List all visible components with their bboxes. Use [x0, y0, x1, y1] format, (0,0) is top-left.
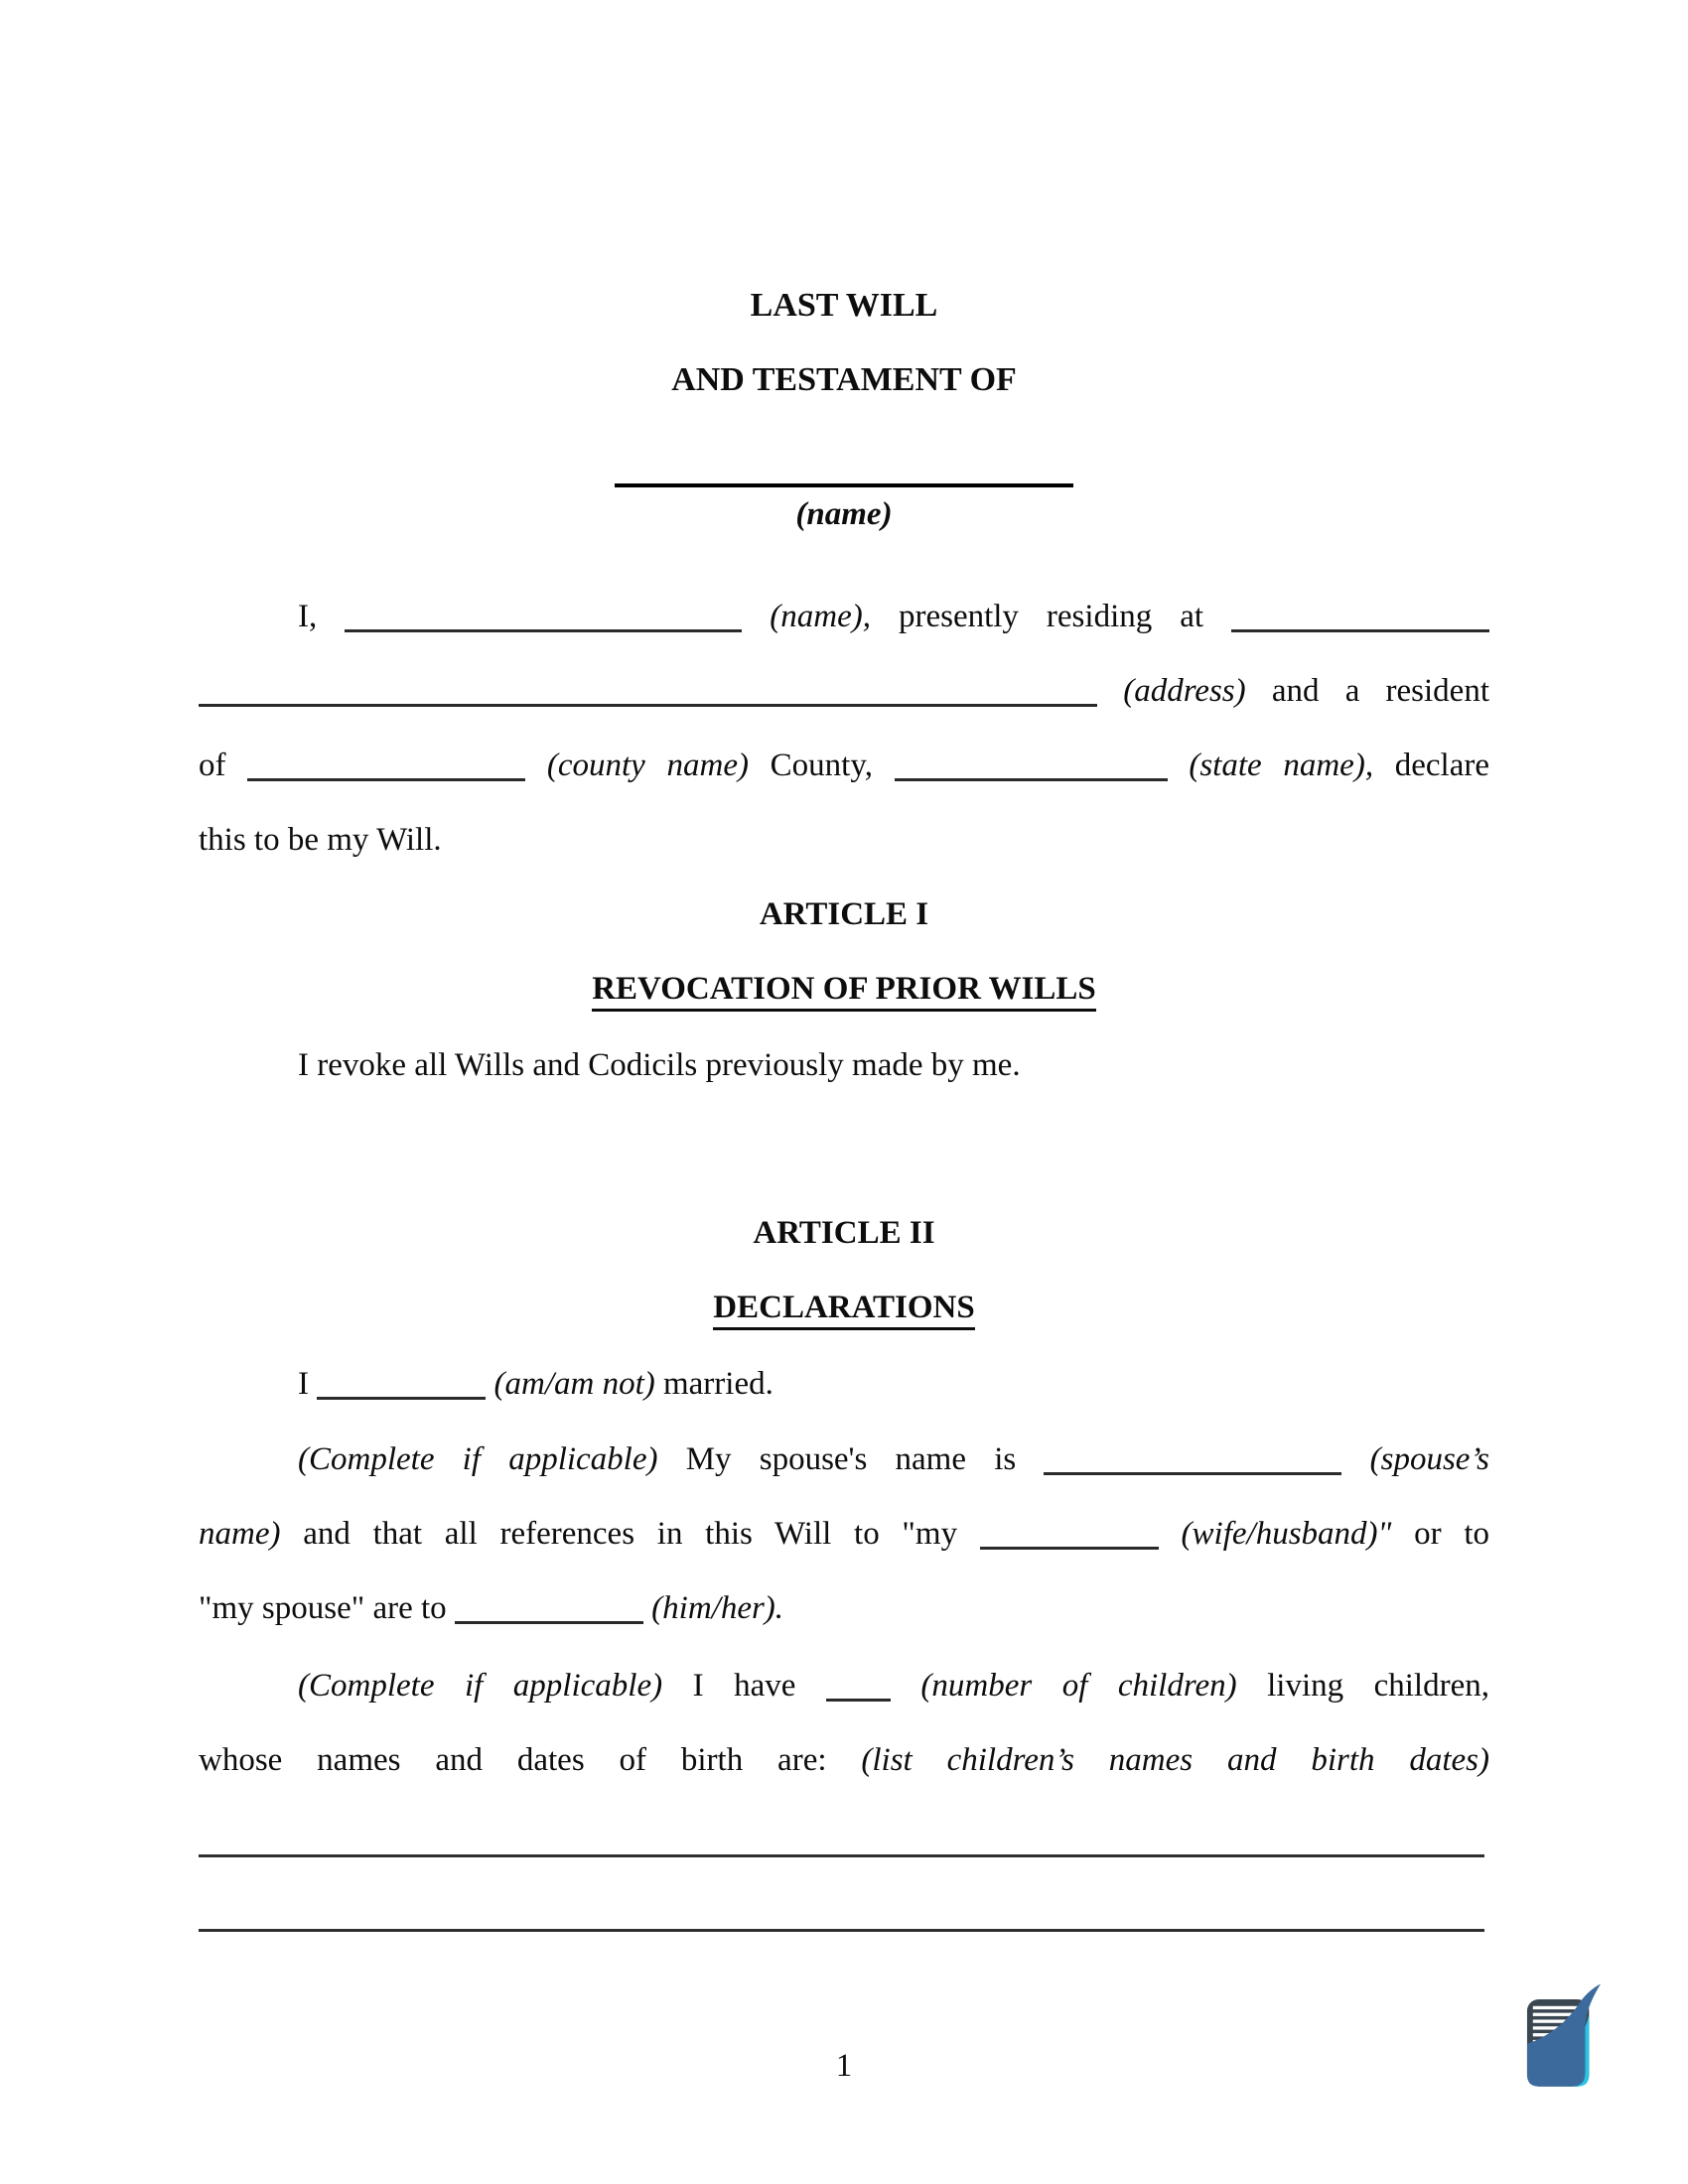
- wife-husband-label: (wife/husband)": [1181, 1516, 1392, 1552]
- page-number: 1: [835, 2048, 853, 2084]
- article-1-heading: ARTICLE I: [759, 896, 929, 932]
- spouse-complete-note: (Complete if applicable): [298, 1441, 658, 1477]
- spouse-paragraph: [199, 1423, 1489, 1646]
- children-line-2: [199, 1723, 1489, 1798]
- marital-status-blank[interactable]: [317, 1377, 486, 1400]
- him-her-label: (him/her).: [651, 1590, 784, 1626]
- title-name-caption: (name): [795, 496, 893, 532]
- spouse-line-3: [199, 1571, 1489, 1646]
- spouse-l2-post: or to: [1414, 1516, 1490, 1552]
- opening-l1-pre: I,: [298, 599, 318, 634]
- residing-address-blank-1[interactable]: [1231, 610, 1489, 632]
- revocation-paragraph: I revoke all Wills and Codicils previously made by me.: [298, 1047, 1021, 1083]
- spouse-l2-text: and that all references in this Will to "my: [303, 1516, 958, 1552]
- title-line-1: LAST WILL: [750, 287, 938, 324]
- county-name-blank[interactable]: [247, 758, 525, 781]
- article-2-subheading: DECLARATIONS: [713, 1290, 974, 1330]
- spouse-field-label-close: name): [199, 1516, 281, 1552]
- article-1-subheading: REVOCATION OF PRIOR WILLS: [592, 971, 1096, 1012]
- children-l1-post: living children,: [1267, 1668, 1489, 1704]
- title-line-2: AND TESTAMENT OF: [671, 361, 1017, 398]
- article-2-heading: ARTICLE II: [753, 1215, 935, 1251]
- spouse-name-blank[interactable]: [1044, 1452, 1341, 1475]
- marital-status-line: [199, 1347, 1489, 1422]
- opening-l1-mid: presently residing at: [898, 599, 1204, 634]
- article-2-headings: [199, 1196, 1489, 1345]
- opening-l3-pre: of: [199, 748, 226, 783]
- name-field-label: (name),: [770, 599, 871, 634]
- number-of-children-label: (number of children): [920, 1668, 1237, 1704]
- opening-line-2: [199, 654, 1489, 729]
- children-paragraph: [199, 1649, 1489, 1798]
- children-list-label: (list children’s names and birth dates): [861, 1742, 1490, 1778]
- him-her-blank[interactable]: [455, 1601, 643, 1624]
- opening-line-4: this to be my Will.: [199, 822, 442, 858]
- wife-husband-blank[interactable]: [980, 1527, 1159, 1550]
- state-field-label: (state name),: [1189, 748, 1374, 783]
- article-1-subheading-line: [199, 952, 1489, 1026]
- article-1-headings: [199, 878, 1489, 1026]
- spouse-line-2: [199, 1497, 1489, 1571]
- county-field-label: (county name): [546, 748, 749, 783]
- article-2-subheading-line: [199, 1271, 1489, 1345]
- spouse-line-1: [199, 1423, 1489, 1497]
- document-title: [199, 268, 1489, 417]
- spouse-field-label-open: (spouse’s: [1369, 1441, 1490, 1477]
- children-l2-text: whose names and dates of birth are:: [199, 1742, 827, 1778]
- marital-status-label: (am/am not): [493, 1366, 655, 1402]
- children-list-blank-line-2[interactable]: [199, 1929, 1484, 1932]
- spouse-l3-pre: "my spouse" are to: [199, 1590, 447, 1626]
- married-post: married.: [662, 1366, 774, 1402]
- spouse-l1-text: My spouse's name is: [685, 1441, 1017, 1477]
- residing-address-blank-2[interactable]: [199, 684, 1097, 707]
- children-complete-note: (Complete if applicable): [298, 1668, 663, 1704]
- testator-name-blank[interactable]: [345, 610, 742, 632]
- children-line-1: [199, 1649, 1489, 1723]
- opening-paragraph: [199, 580, 1489, 878]
- opening-line-1: [199, 580, 1489, 654]
- document-brand-logo: [1525, 1983, 1603, 2089]
- married-pre: I: [298, 1366, 309, 1402]
- opening-l3-post: declare: [1394, 748, 1489, 783]
- number-of-children-blank[interactable]: [826, 1679, 891, 1702]
- opening-l2-post: and a resident: [1271, 673, 1489, 709]
- children-list-blank-line-1[interactable]: [199, 1854, 1484, 1857]
- document-content: [0, 268, 1688, 2086]
- state-name-blank[interactable]: [895, 758, 1168, 781]
- opening-l3-county-word: County,: [770, 748, 873, 783]
- address-field-label: (address): [1123, 673, 1246, 709]
- children-l1-text: I have: [692, 1668, 796, 1704]
- opening-line-3: [199, 729, 1489, 803]
